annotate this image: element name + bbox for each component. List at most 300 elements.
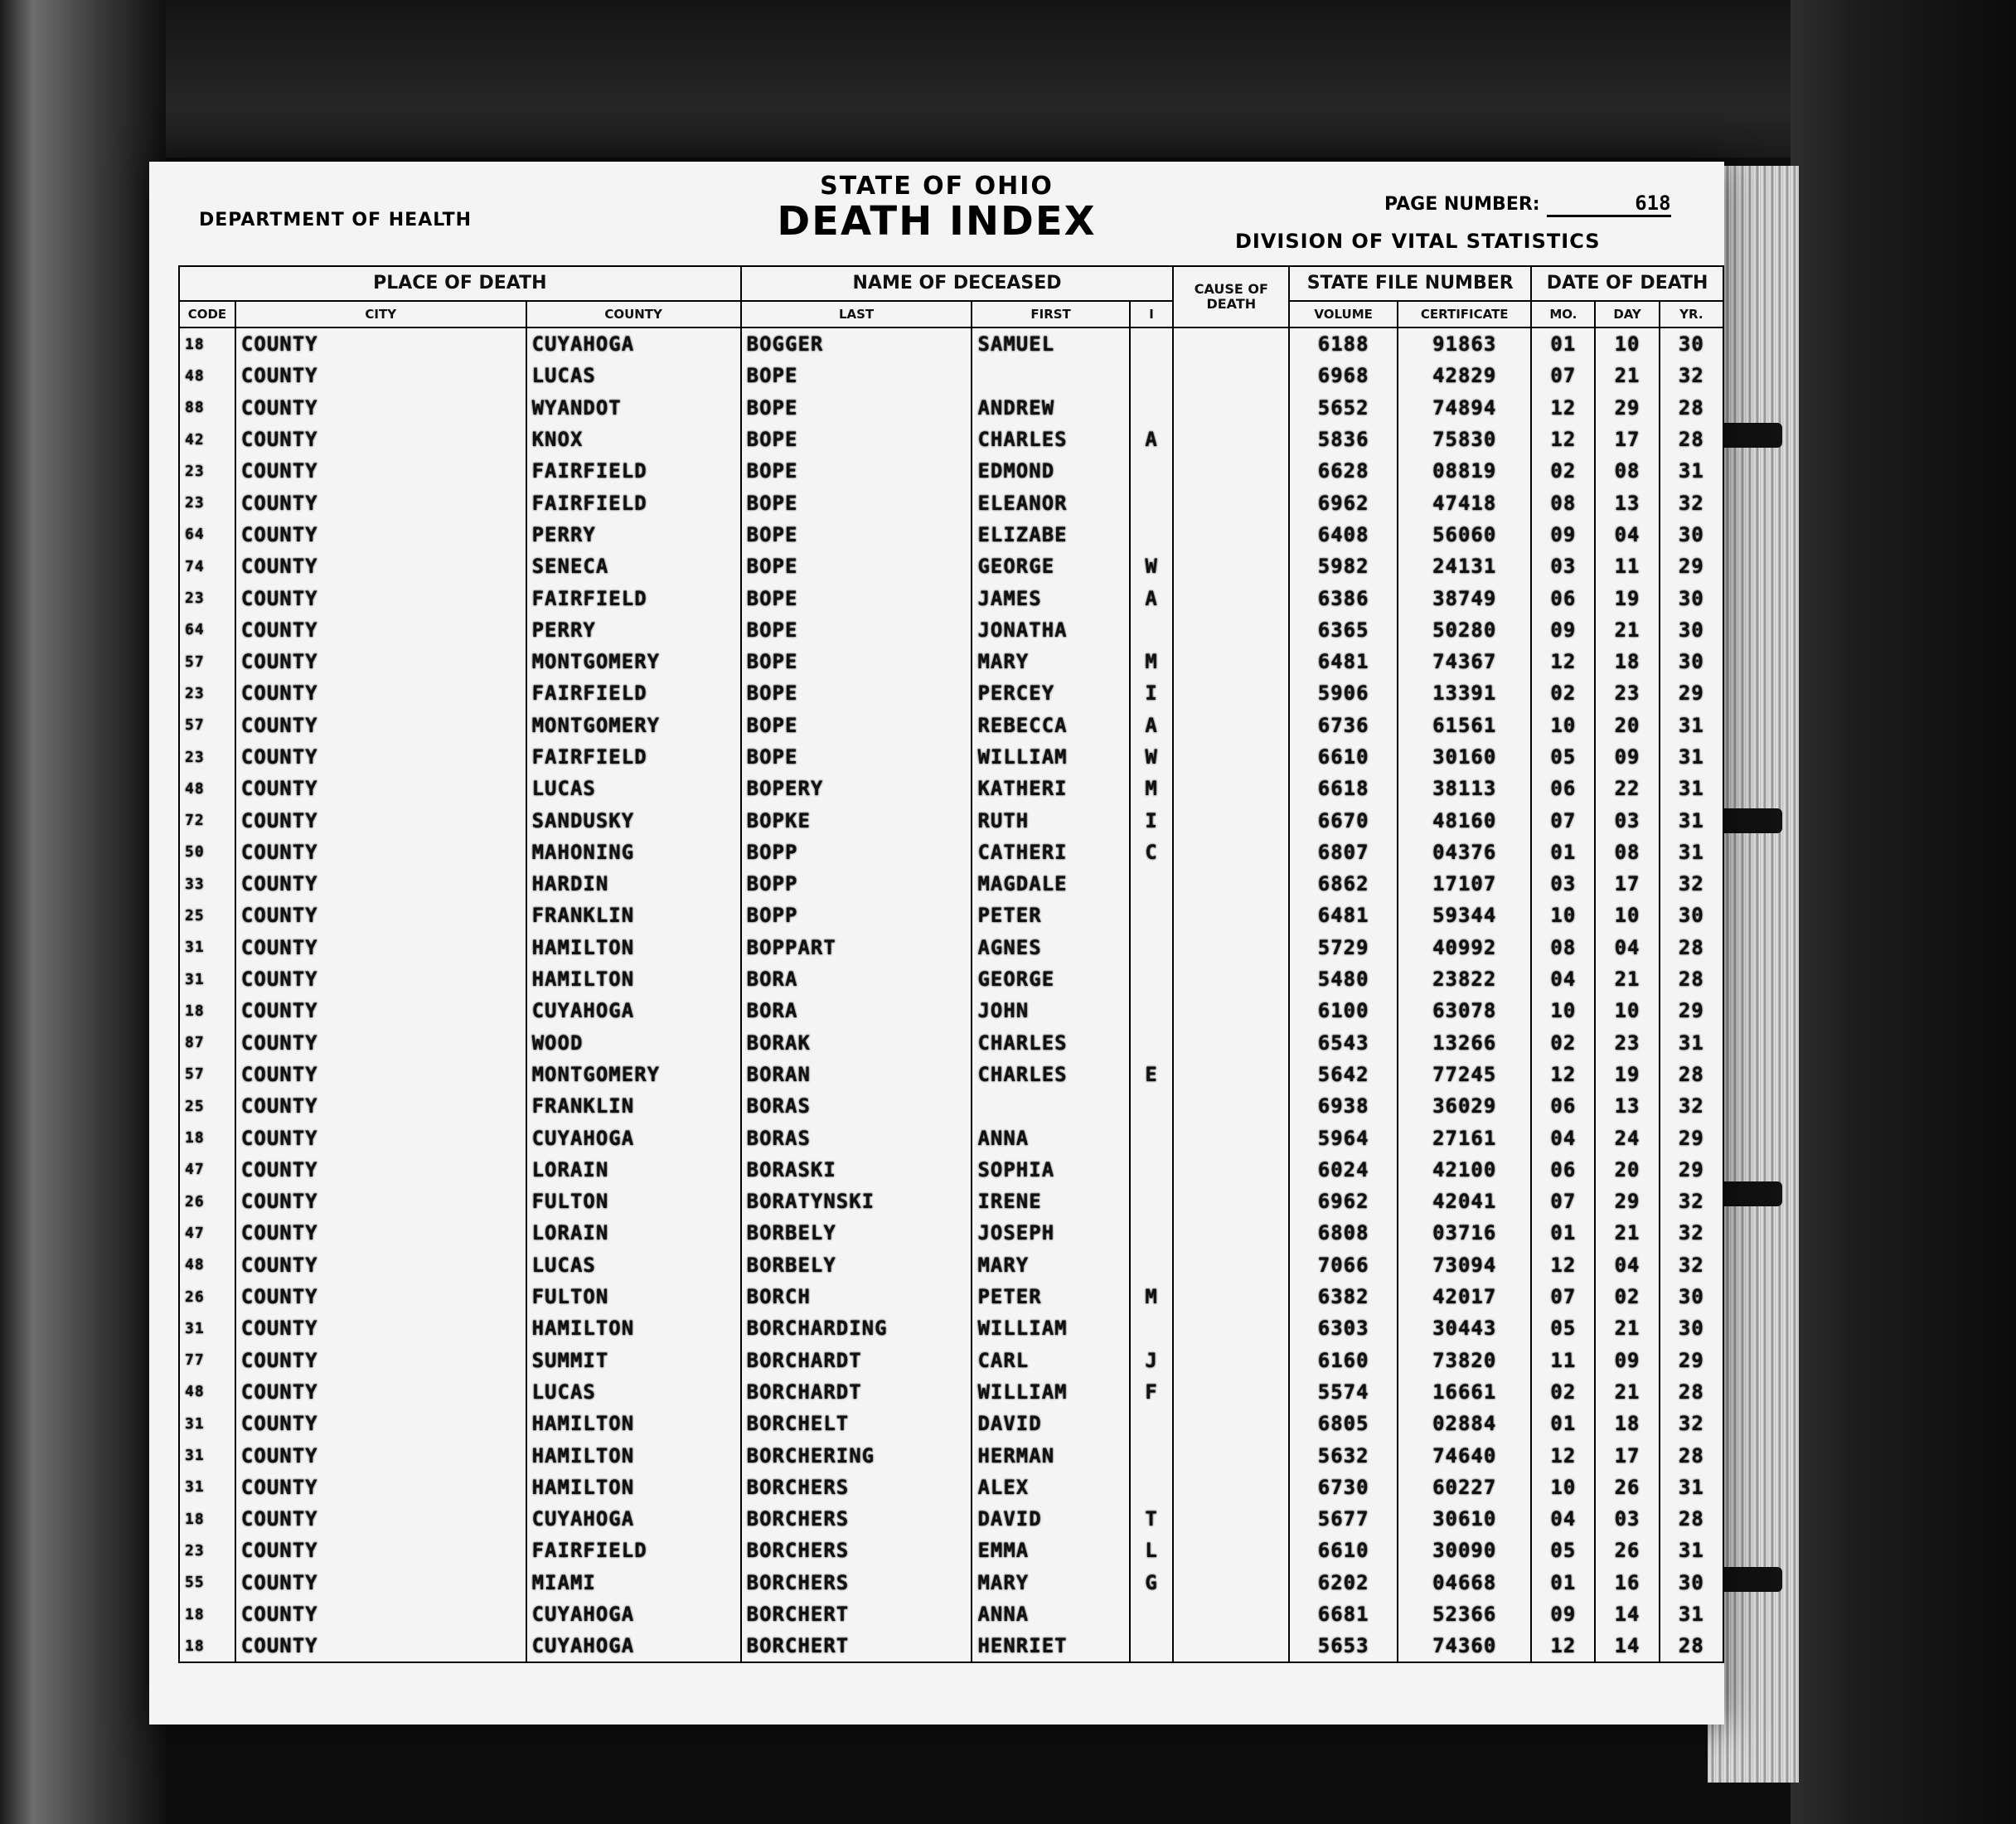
initial-cell [1130,1472,1174,1503]
cause-cell [1173,360,1289,391]
cause-cell [1173,1122,1289,1153]
volume-cell: 6408 [1289,519,1398,551]
year-cell: 30 [1660,582,1723,614]
certificate-cell: 30090 [1398,1535,1531,1566]
day-cell: 10 [1595,327,1659,360]
first-name-cell: ANDREW [972,392,1129,424]
day-cell: 04 [1595,932,1659,963]
cause-cell [1173,519,1289,551]
year-cell: 30 [1660,900,1723,931]
city-cell: COUNTY [235,1439,526,1471]
last-name-cell: BOPKE [741,804,972,836]
certificate-cell: 56060 [1398,519,1531,551]
code-cell: 57 [179,1059,235,1090]
initial-cell [1130,932,1174,963]
day-cell: 18 [1595,646,1659,677]
day-cell: 14 [1595,1598,1659,1630]
table-row [179,741,1723,773]
code-cell: 23 [179,1535,235,1566]
volume-cell: 6807 [1289,837,1398,868]
initial-cell [1130,1630,1174,1662]
last-name-cell: BORCHERT [741,1598,972,1630]
day-cell: 11 [1595,551,1659,582]
month-cell: 07 [1531,1186,1595,1217]
county-cell: FAIRFIELD [526,741,741,773]
year-cell: 28 [1660,392,1723,424]
cause-cell [1173,455,1289,487]
initial-cell: W [1130,551,1174,582]
initial-cell [1130,487,1174,518]
table-row [179,963,1723,995]
code-cell: 88 [179,392,235,424]
year-cell: 30 [1660,327,1723,360]
city-cell: COUNTY [235,582,526,614]
month-cell: 03 [1531,868,1595,900]
volume-cell: 5642 [1289,1059,1398,1090]
cause-cell [1173,1598,1289,1630]
volume-cell: 6962 [1289,1186,1398,1217]
month-cell: 04 [1531,1122,1595,1153]
county-cell: HAMILTON [526,963,741,995]
volume-cell: 6670 [1289,804,1398,836]
year-cell: 31 [1660,1472,1723,1503]
table-row [179,1376,1723,1408]
county-cell: CUYAHOGA [526,327,741,360]
volume-cell: 6968 [1289,360,1398,391]
year-cell: 31 [1660,710,1723,741]
certificate-cell: 74894 [1398,392,1531,424]
county-cell: FULTON [526,1281,741,1312]
initial-cell: T [1130,1503,1174,1535]
day-cell: 23 [1595,677,1659,709]
first-name-cell: HENRIET [972,1630,1129,1662]
volume-cell: 5652 [1289,392,1398,424]
year-cell: 31 [1660,455,1723,487]
month-cell: 05 [1531,1312,1595,1344]
volume-cell: 6160 [1289,1345,1398,1376]
county-cell: LORAIN [526,1154,741,1186]
certificate-cell: 27161 [1398,1122,1531,1153]
cause-cell [1173,1186,1289,1217]
cause-cell [1173,1059,1289,1090]
county-cell: MONTGOMERY [526,1059,741,1090]
county-cell: HAMILTON [526,1408,741,1439]
certificate-cell: 36029 [1398,1090,1531,1122]
cause-cell [1173,773,1289,804]
header-cause-of-death: CAUSE OF DEATH [1173,266,1289,327]
year-cell: 30 [1660,646,1723,677]
last-name-cell: BOPE [741,646,972,677]
last-name-cell: BORAN [741,1059,972,1090]
year-cell: 32 [1660,1408,1723,1439]
initial-cell [1130,1408,1174,1439]
volume-cell: 6188 [1289,327,1398,360]
initial-cell [1130,1186,1174,1217]
initial-cell [1130,1090,1174,1122]
code-cell: 48 [179,360,235,391]
table-row [179,327,1723,360]
year-cell: 32 [1660,360,1723,391]
table-row [179,1439,1723,1471]
table-row [179,392,1723,424]
initial-cell: M [1130,773,1174,804]
code-cell: 72 [179,804,235,836]
certificate-cell: 42829 [1398,360,1531,391]
year-cell: 30 [1660,614,1723,646]
certificate-cell: 91863 [1398,327,1531,360]
first-name-cell: GEORGE [972,963,1129,995]
month-cell: 11 [1531,1345,1595,1376]
county-cell: FAIRFIELD [526,1535,741,1566]
last-name-cell: BORBELY [741,1217,972,1249]
header-first: FIRST [972,301,1129,327]
initial-cell: I [1130,804,1174,836]
cause-cell [1173,1281,1289,1312]
header-name-of-deceased: NAME OF DECEASED [741,266,1174,301]
code-cell: 64 [179,614,235,646]
day-cell: 23 [1595,1027,1659,1059]
city-cell: COUNTY [235,392,526,424]
city-cell: COUNTY [235,1503,526,1535]
table-row [179,614,1723,646]
year-cell: 28 [1660,1059,1723,1090]
table-row [179,677,1723,709]
first-name-cell: EDMOND [972,455,1129,487]
day-cell: 21 [1595,1312,1659,1344]
month-cell: 02 [1531,1376,1595,1408]
last-name-cell: BOPE [741,455,972,487]
certificate-cell: 30160 [1398,741,1531,773]
year-cell: 32 [1660,1186,1723,1217]
city-cell: COUNTY [235,551,526,582]
day-cell: 20 [1595,710,1659,741]
certificate-cell: 77245 [1398,1059,1531,1090]
last-name-cell: BORCHERS [741,1472,972,1503]
county-cell: MIAMI [526,1567,741,1598]
certificate-cell: 40992 [1398,932,1531,963]
first-name-cell: WILLIAM [972,741,1129,773]
last-name-cell: BORCHERS [741,1503,972,1535]
volume-cell: 5653 [1289,1630,1398,1662]
last-name-cell: BOPE [741,614,972,646]
first-name-cell: ALEX [972,1472,1129,1503]
city-cell: COUNTY [235,773,526,804]
year-cell: 31 [1660,1598,1723,1630]
table-row [179,1027,1723,1059]
code-cell: 23 [179,455,235,487]
year-cell: 32 [1660,1217,1723,1249]
day-cell: 17 [1595,1439,1659,1471]
code-cell: 48 [179,1376,235,1408]
table-row [179,804,1723,836]
first-name-cell: ANNA [972,1122,1129,1153]
county-cell: LUCAS [526,360,741,391]
last-name-cell: BORA [741,995,972,1026]
initial-cell [1130,327,1174,360]
cause-cell [1173,963,1289,995]
table-row [179,551,1723,582]
year-cell: 32 [1660,1249,1723,1281]
cause-cell [1173,804,1289,836]
certificate-cell: 02884 [1398,1408,1531,1439]
header-certificate: CERTIFICATE [1398,301,1531,327]
last-name-cell: BOPE [741,582,972,614]
cause-cell [1173,1249,1289,1281]
code-cell: 18 [179,1598,235,1630]
cause-cell [1173,614,1289,646]
table-row [179,1154,1723,1186]
day-cell: 26 [1595,1535,1659,1566]
county-cell: MONTGOMERY [526,646,741,677]
certificate-cell: 03716 [1398,1217,1531,1249]
year-cell: 29 [1660,995,1723,1026]
county-cell: SANDUSKY [526,804,741,836]
day-cell: 10 [1595,995,1659,1026]
city-cell: COUNTY [235,424,526,455]
volume-cell: 6805 [1289,1408,1398,1439]
cause-cell [1173,1154,1289,1186]
ledger-page [149,162,1724,1725]
first-name-cell: REBECCA [972,710,1129,741]
year-cell: 29 [1660,551,1723,582]
city-cell: COUNTY [235,1345,526,1376]
page-number-label: PAGE NUMBER: [1384,194,1540,215]
volume-cell: 5729 [1289,932,1398,963]
certificate-cell: 73094 [1398,1249,1531,1281]
month-cell: 06 [1531,773,1595,804]
city-cell: COUNTY [235,932,526,963]
month-cell: 07 [1531,804,1595,836]
table-row [179,646,1723,677]
last-name-cell: BOPP [741,837,972,868]
initial-cell: M [1130,646,1174,677]
day-cell: 24 [1595,1122,1659,1153]
volume-cell: 5677 [1289,1503,1398,1535]
certificate-cell: 08819 [1398,455,1531,487]
cause-cell [1173,932,1289,963]
year-cell: 29 [1660,1122,1723,1153]
cause-cell [1173,582,1289,614]
initial-cell: L [1130,1535,1174,1566]
first-name-cell: MARY [972,1567,1129,1598]
year-cell: 31 [1660,741,1723,773]
cause-cell [1173,1439,1289,1471]
cause-cell [1173,1217,1289,1249]
certificate-cell: 50280 [1398,614,1531,646]
city-cell: COUNTY [235,1598,526,1630]
ledger-body [179,327,1723,1662]
last-name-cell: BOPE [741,677,972,709]
department-label: DEPARTMENT OF HEALTH [199,210,472,230]
county-cell: CUYAHOGA [526,1122,741,1153]
city-cell: COUNTY [235,804,526,836]
cause-cell [1173,1345,1289,1376]
volume-cell: 7066 [1289,1249,1398,1281]
header-last: LAST [741,301,972,327]
volume-cell: 6024 [1289,1154,1398,1186]
certificate-cell: 23822 [1398,963,1531,995]
page-number-value: 618 [1547,192,1671,217]
header-state-file-number: STATE FILE NUMBER [1289,266,1531,301]
first-name-cell: JAMES [972,582,1129,614]
certificate-cell: 63078 [1398,995,1531,1026]
last-name-cell: BORCHELT [741,1408,972,1439]
initial-cell: J [1130,1345,1174,1376]
day-cell: 16 [1595,1567,1659,1598]
last-name-cell: BOPE [741,392,972,424]
last-name-cell: BOPE [741,487,972,518]
division-label: DIVISION OF VITAL STATISTICS [1235,230,1601,253]
month-cell: 02 [1531,455,1595,487]
month-cell: 08 [1531,487,1595,518]
year-cell: 29 [1660,1154,1723,1186]
initial-cell [1130,614,1174,646]
header-place-of-death: PLACE OF DEATH [179,266,741,301]
certificate-cell: 61561 [1398,710,1531,741]
day-cell: 13 [1595,487,1659,518]
day-cell: 13 [1595,1090,1659,1122]
cause-cell [1173,646,1289,677]
table-row [179,1090,1723,1122]
volume-cell: 5836 [1289,424,1398,455]
first-name-cell: RUTH [972,804,1129,836]
first-name-cell: EMMA [972,1535,1129,1566]
table-row [179,519,1723,551]
certificate-cell: 74640 [1398,1439,1531,1471]
code-cell: 18 [179,1122,235,1153]
city-cell: COUNTY [235,1090,526,1122]
city-cell: COUNTY [235,1122,526,1153]
first-name-cell: SOPHIA [972,1154,1129,1186]
state-label: STATE OF OHIO [820,172,1054,201]
certificate-cell: 59344 [1398,900,1531,931]
initial-cell [1130,995,1174,1026]
day-cell: 29 [1595,392,1659,424]
cause-cell [1173,424,1289,455]
last-name-cell: BOPE [741,360,972,391]
cause-cell [1173,551,1289,582]
day-cell: 19 [1595,1059,1659,1090]
cause-cell [1173,837,1289,868]
last-name-cell: BORCHARDT [741,1345,972,1376]
county-cell: CUYAHOGA [526,995,741,1026]
header-initial: I [1130,301,1174,327]
initial-cell: A [1130,582,1174,614]
last-name-cell: BORCHERS [741,1535,972,1566]
day-cell: 21 [1595,1217,1659,1249]
day-cell: 29 [1595,1186,1659,1217]
county-cell: FAIRFIELD [526,677,741,709]
header-county: COUNTY [526,301,741,327]
table-row [179,868,1723,900]
first-name-cell: ANNA [972,1598,1129,1630]
city-cell: COUNTY [235,1217,526,1249]
initial-cell [1130,392,1174,424]
volume-cell: 6481 [1289,646,1398,677]
city-cell: COUNTY [235,327,526,360]
cause-cell [1173,327,1289,360]
volume-cell: 6938 [1289,1090,1398,1122]
certificate-cell: 17107 [1398,868,1531,900]
initial-cell [1130,1122,1174,1153]
month-cell: 12 [1531,424,1595,455]
table-row [179,1408,1723,1439]
day-cell: 19 [1595,582,1659,614]
first-name-cell: SAMUEL [972,327,1129,360]
certificate-cell: 42017 [1398,1281,1531,1312]
volume-cell: 5982 [1289,551,1398,582]
first-name-cell: AGNES [972,932,1129,963]
county-cell: LUCAS [526,1249,741,1281]
month-cell: 12 [1531,392,1595,424]
code-cell: 23 [179,582,235,614]
month-cell: 06 [1531,582,1595,614]
header-volume: VOLUME [1289,301,1398,327]
certificate-cell: 73820 [1398,1345,1531,1376]
volume-cell: 6628 [1289,455,1398,487]
day-cell: 22 [1595,773,1659,804]
first-name-cell: MAGDALE [972,868,1129,900]
month-cell: 08 [1531,932,1595,963]
last-name-cell: BORCHERING [741,1439,972,1471]
table-row [179,1630,1723,1662]
volume-cell: 5964 [1289,1122,1398,1153]
code-cell: 48 [179,773,235,804]
table-row [179,995,1723,1026]
first-name-cell: ELIZABE [972,519,1129,551]
volume-cell: 6730 [1289,1472,1398,1503]
month-cell: 10 [1531,1472,1595,1503]
day-cell: 08 [1595,455,1659,487]
first-name-cell: DAVID [972,1408,1129,1439]
initial-cell [1130,900,1174,931]
year-cell: 29 [1660,677,1723,709]
first-name-cell: CATHERI [972,837,1129,868]
table-row [179,360,1723,391]
county-cell: LORAIN [526,1217,741,1249]
code-cell: 26 [179,1281,235,1312]
city-cell: COUNTY [235,900,526,931]
volume-cell: 6386 [1289,582,1398,614]
last-name-cell: BORAS [741,1090,972,1122]
city-cell: COUNTY [235,1630,526,1662]
cause-cell [1173,1503,1289,1535]
city-cell: COUNTY [235,1535,526,1566]
code-cell: 18 [179,995,235,1026]
table-row [179,1503,1723,1535]
initial-cell: F [1130,1376,1174,1408]
city-cell: COUNTY [235,1408,526,1439]
year-cell: 31 [1660,773,1723,804]
month-cell: 09 [1531,519,1595,551]
first-name-cell: IRENE [972,1186,1129,1217]
county-cell: PERRY [526,519,741,551]
year-cell: 28 [1660,1503,1723,1535]
cause-cell [1173,1408,1289,1439]
table-row [179,773,1723,804]
first-name-cell: JONATHA [972,614,1129,646]
code-cell: 42 [179,424,235,455]
last-name-cell: BOPE [741,519,972,551]
first-name-cell: CARL [972,1345,1129,1376]
page-number-field [1384,192,1671,217]
month-cell: 05 [1531,741,1595,773]
code-cell: 48 [179,1249,235,1281]
cause-cell [1173,1535,1289,1566]
cause-cell [1173,487,1289,518]
volume-cell: 6618 [1289,773,1398,804]
day-cell: 26 [1595,1472,1659,1503]
